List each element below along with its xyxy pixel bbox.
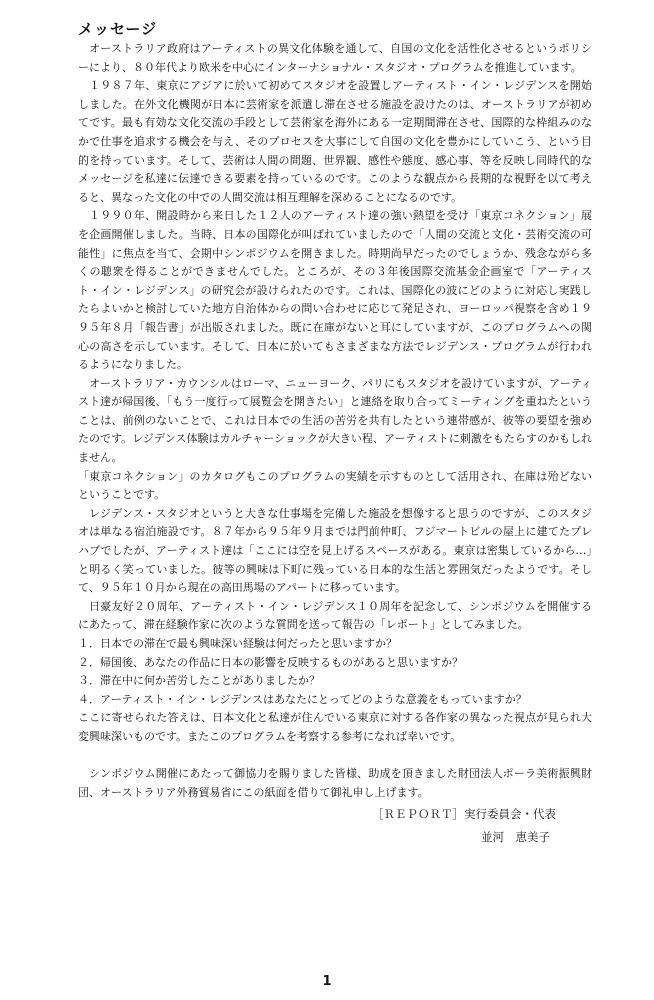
paragraph-5: 「東京コネクション」のカタログもこのプログラムの実績を示すものとして活用され、在庫は殆どないということです。	[78, 469, 592, 502]
paragraph-2: １９８７年、東京にアジアに於いて初めてスタジオを設置しアーティスト・イン・レジデンスを開始しました。在外文化機関が日本に芸術家を派遣し滞在させる施設を設けたのは、オーストラリアが初めてです。最も有効な文化交流の手段として芸術家を海外にある一定期間滞在させ、国際的な枠組みのなかで仕事を追求する機会を与え、そのプロセスを大事にして自国の文化を豊かにしていこう、という目的を持っています。そして、芸術は人間の問題、世界観、感性や態度、感心事、等を反映し同時代的なメッセージを私達に伝達できる要素を持っているのです。このような観点から長期的な視野を以て考えると、異なった文化の中での人間交流は相互理解を深めることになるのです。	[78, 79, 592, 204]
signature-organization: ［ＲＥＰＯＲＴ］実行委員会・代表	[372, 807, 556, 821]
question-item: ２．帰国後、あなたの作品に日本の影響を反映するものがあると思いますか？	[78, 655, 463, 669]
document-title: メッセージ	[78, 20, 158, 38]
question-item: １．日本での滞在で最も興味深い経験は何だったと思いますか？	[78, 637, 397, 650]
paragraph-7: 日豪友好２０周年、アーティスト・イン・レジデンス１０周年を記念して、シンポジウムを開催するにあたって、滞在経験作家に次のような質問を送って報告の「レポート」としてみました。	[78, 599, 592, 632]
page-number: 1	[322, 974, 332, 989]
signature-name: 並河 恵美子	[481, 830, 550, 844]
signature-block	[372, 803, 556, 849]
closing-paragraph: ここに寄せられた答えは、日本文化と私達が住んでいる東京に対する各作家の異なった視点が見られ大変興味深いものです。またこのプログラムを考察する参考になれば幸いです。	[78, 711, 592, 743]
acknowledgement-paragraph: シンポジウム開催にあたって御協力を賜りました皆様、助成を頂きました財団法人ポーラ美術振興財団、オーストラリア外務貿易省にこの紙面を借りて御礼申し上げます。	[78, 767, 592, 799]
paragraph-4: オーストラリア・カウンシルはローマ、ニューヨーク、パリにもスタジオを設けていますが、アーティスト達が帰国後、「もう一度行って展覧会を開きたい」と連絡を取り合ってミーティングを重ねたということは、前例のないことで、これは日本での生活の苦労を共有したという連帯感が、彼等の要望を強めたのです。レジデンス体験はカルチャーショックが大きい程、アーティストに刺激をもたらすのかもしれません。	[78, 376, 592, 465]
question-item: ４．アーティスト・イン・レジデンスはあなたにとってどのような意義をもっていますか？	[78, 692, 527, 706]
paragraph-6: レジデンス・スタジオというと大きな仕事場を完備した施設を想像すると思うのですが、このスタジオは単なる宿泊施設です。８７年から９５年９月までは門前仲町、フジマートビルの屋上に建てたプレハブでしたが、アーティスト達は「ここには空を見上げるスペースがある。東京は密集しているから…」と明るく笑っていました。彼等の興味は下町に残っている日本的な生活と雰囲気だったようです。そして、９５年１０月から現在の高田馬場のアパートに移っています。	[78, 506, 592, 595]
paragraph-1: オーストラリア政府はアーティストの異文化体験を通して、自国の文化を活性化させるというポリシーにより、８０年代より欧米を中心にインターナショナル・スタジオ・プログラムを推進しています。	[78, 42, 592, 74]
paragraph-3: １９９０年、開設時から来日した１２人のアーティスト達の強い熱望を受け「東京コネクション」展を企画開催しました。当時、日本の国際化が叫ばれていましたので「人間の交流と文化・芸術交流の可能性」に焦点を当て、会期中シンポジウムを開きました。時期尚早だったのでしょうか、残念ながら多くの聴衆を得ることができませんでした。ところが、その３年後国際交流基金企画室で「アーティスト・イン・レジデンス」の研究会が設けられたのです。これは、国際化の波にどのように対応し実践したらよいかと検討していた地方自治体からの問い合わせに応じて発足され、ヨーロッパ視察を含め１９９５年８月「報告書」が出版されました。既に在庫がないと耳にしていますが、このプログラムへの関心の高さを示しています。そして、日本に於いてもさまざまな方法でレジデンス・プログラムが行われるようになりました。	[78, 209, 592, 372]
question-list	[78, 635, 592, 709]
question-item: ３．滞在中に何か苦労したことがありましたか？	[78, 674, 320, 688]
message-body	[78, 40, 592, 802]
